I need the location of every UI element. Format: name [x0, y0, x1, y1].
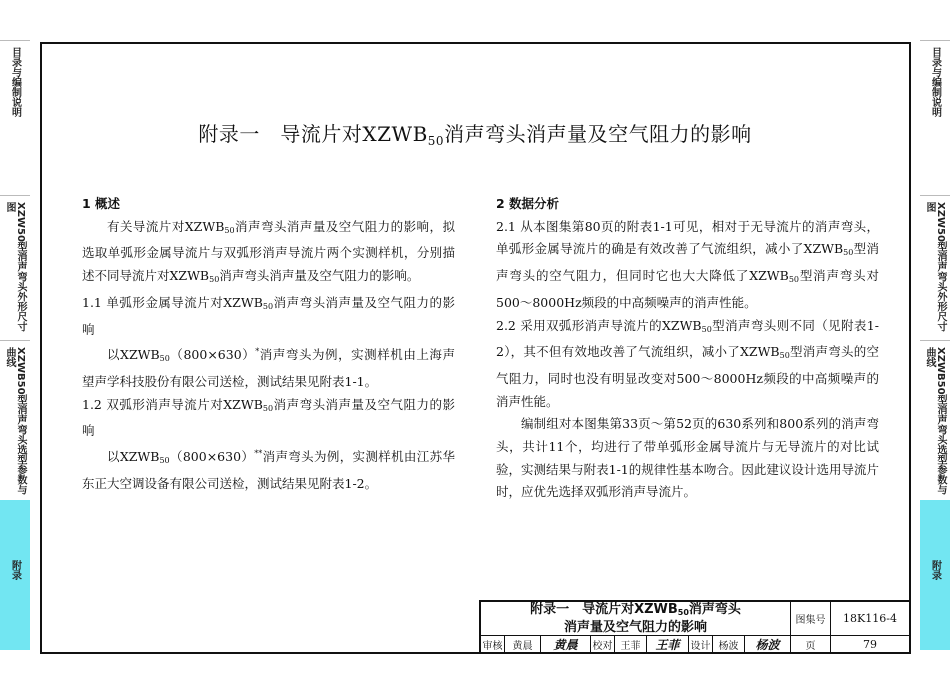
- side-tab-appendix[interactable]: [920, 500, 950, 650]
- paragraph: 2.2 采用双弧形消声导流片的$XZWB_{50}$型消声弯头则不同（见附表1-2），其不但有效地改善了气流组织，减小了$XZWB_{50}$型消声弯头的空气阻力，同时也没有明显改变对500～8000Hz频段的中高频噪声的消声性能。: [496, 317, 879, 409]
- side-tab-label: XZWB50型消声弯头选型参数与曲线: [4, 347, 26, 495]
- page-number: 79: [863, 637, 877, 651]
- left-column: [82, 193, 455, 495]
- subsection-heading: 1.2 双弧形消声导流片对$XZWB_{50}$消声弯头消声量及空气阻力的影响: [82, 396, 455, 439]
- side-tab-label: 附录: [9, 560, 21, 580]
- side-tab-label: 目录与编制说明: [9, 47, 21, 117]
- paragraph: 以$XZWB_{50}(800\times 630)^{**}$消声弯头为例，实测样机由江苏华东正大空调设备有限公司送检，测试结果见附表1-2。: [82, 449, 455, 491]
- proof-label: 校对: [591, 636, 615, 652]
- left-side-tabs: [0, 0, 30, 696]
- page-label: 页: [791, 636, 831, 652]
- atlas-number: 18K116-4: [831, 602, 909, 636]
- paragraph: 以$XZWB_{50}(800\times 630)^*$消声弯头为例，实测样机由上海声望声学科技股份有限公司送检，测试结果见附表1-1。: [82, 347, 455, 389]
- side-tab-label: 附录: [929, 560, 941, 580]
- side-tab-selection[interactable]: [0, 340, 30, 500]
- subsection-heading: 1.1 单弧形金属导流片对$XZWB_{50}$消声弯头消声量及空气阻力的影响: [82, 294, 455, 337]
- side-tab-label: XZWB50型消声弯头选型参数与曲线: [924, 347, 946, 495]
- side-tab-label: XZW50型消声弯头外形尺寸图: [924, 202, 946, 332]
- side-tab-label: 目录与编制说明: [929, 47, 941, 117]
- section-heading: 1 概述: [82, 196, 121, 211]
- page-title: 附录一 导流片对$XZWB_{50}$消声弯头消声量及空气阻力的影响: [198, 122, 752, 148]
- proof-name: 王菲: [615, 636, 647, 652]
- review-signature: 黄晨: [541, 636, 591, 652]
- side-tab-dimensions[interactable]: [920, 195, 950, 340]
- section-heading: 2 数据分析: [496, 196, 560, 211]
- atlas-label: 图集号: [791, 602, 831, 636]
- design-label: 设计: [689, 636, 713, 652]
- title-block: [479, 600, 909, 652]
- side-tab-appendix[interactable]: [0, 500, 30, 650]
- paragraph: 编制组对本图集第33页～第52页的630系列和800系列的消声弯头，共计11个，均进行了带单弧形金属导流片与无导流片的对比试验，实测结果与附表1-1的规律性基本吻合。因此建议设计选用导流片时，应优先选择双弧形消声导流片。: [496, 416, 879, 500]
- title-block-title: 附录一 导流片对$XZWB_{50}$消声弯头 消声量及空气阻力的影响: [481, 602, 791, 636]
- paragraph: 有关导流片对$XZWB_{50}$消声弯头消声量及空气阻力的影响，拟选取单弧形金属导流片与双弧形消声导流片两个实测样机，分别描述不同导流片对$XZWB_{50}$消声弯头消声量及空气阻力的影响。: [82, 218, 455, 285]
- proof-signature: 王菲: [647, 636, 689, 652]
- paragraph: 2.1 从本图集第80页的附表1-1可见，相对于无导流片的消声弯头，单弧形金属导流片的确是有效改善了气流组织，减小了$XZWB_{50}$型消声弯头的空气阻力，但同时它也大大降低了$XZWB_{50}$型消声弯头对500～8000Hz频段的中高频噪声的消声性能。: [496, 218, 879, 310]
- right-column: [496, 193, 879, 504]
- side-tab-selection[interactable]: [920, 340, 950, 500]
- review-label: 审核: [481, 636, 505, 652]
- design-name: 杨波: [713, 636, 745, 652]
- side-tab-label: XZW50型消声弯头外形尺寸图: [4, 202, 26, 332]
- design-signature: 杨波: [745, 636, 791, 652]
- right-side-tabs: [920, 0, 950, 696]
- review-name: 黄晨: [505, 636, 541, 652]
- side-tab-dimensions[interactable]: [0, 195, 30, 340]
